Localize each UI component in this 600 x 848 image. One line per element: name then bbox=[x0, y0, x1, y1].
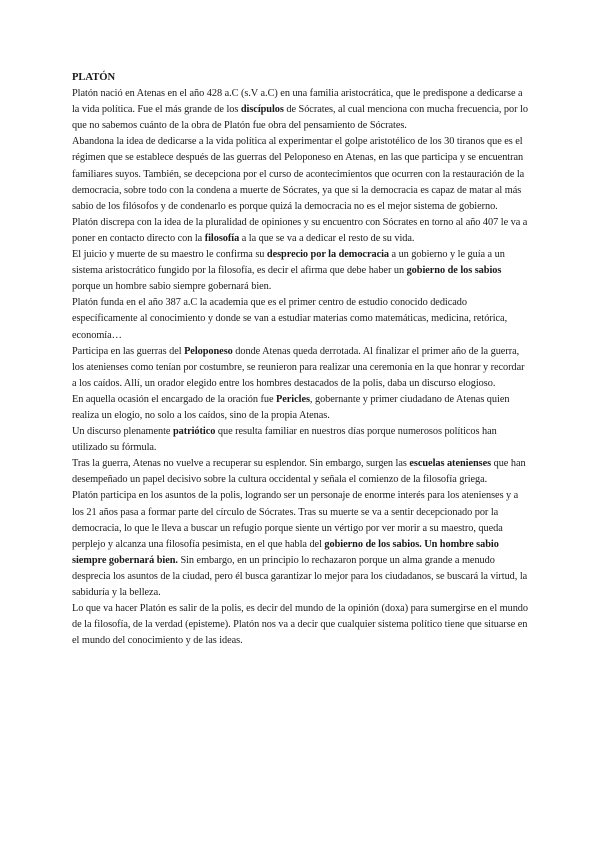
bold-text: gobierno de los sabios bbox=[406, 265, 502, 277]
text-segment: Platón nació en Atenas en el año 428 a.C (s.V a.C) en una familia aristocrática, que le predispone a dedicarse a la vida política. Fue el más grande de los bbox=[72, 88, 523, 116]
text-segment: donde Atenas queda derrotada. Al finalizar el primer año de la guerra, los atenienses como tenían por costumbre, se reunieron para realizar una ceremonia en la que honrar y recordar a los caídos. Allí, un orador elegido entre los hombres destacados de la polis, daba un discurso elogioso. bbox=[72, 345, 525, 389]
bold-text: gobierno de los sabios. Un hombre sabio siempre gobernará bien. bbox=[72, 538, 499, 566]
text-segment: que resulta familiar en nuestros días porque numerosos políticos han utilizado su fórmula. bbox=[72, 426, 497, 454]
paragraph bbox=[72, 488, 530, 601]
paragraph-list bbox=[72, 86, 530, 649]
bold-text: desprecio por la democracia bbox=[266, 249, 390, 261]
paragraph bbox=[72, 456, 530, 488]
paragraph bbox=[72, 344, 530, 392]
bold-text: filosofía bbox=[204, 232, 240, 244]
text-segment: Platón funda en el año 387 a.C la academia que es el primer centro de estudio conocido dedicado específicamente al conocimiento y donde se van a estudiar materias como matemáticas, medicina, retórica, economía… bbox=[72, 297, 508, 341]
text-segment: a un gobierno y le guía a un sistema aristocrático fungido por la filosofía, es decir el afirma que debe haber un bbox=[72, 249, 505, 277]
paragraph bbox=[72, 601, 530, 649]
text-segment: Platón discrepa con la idea de la pluralidad de opiniones y su encuentro con Sócrates en torno al año 407 le va a poner en contacto directo con la bbox=[72, 216, 528, 244]
text-segment: Platón participa en los asuntos de la polis, logrando ser un personaje de enorme interés para los atenienses y a los 21 años pasa a formar parte del círculo de Sócrates. Tras su muerte se va a sentir decepcionado por la democracia, lo que le lleva a buscar un refugio porque siente un vértigo por ver morir a su maestro, queda perplejo y alcanza una filosofía pesimista, en el que habla del bbox=[72, 490, 519, 550]
text-segment: Abandona la idea de dedicarse a la vida política al experimentar el golpe aristotélico de los 30 tiranos que es el régimen que se establece después de las guerras del Peloponeso en Atenas, en las que participa y se encuentran familiares suyos. También, se decepciona por el curso de acontecimientos que ocurren con la restauración de la democracia, sobre todo con la condena a muerte de Sócrates, ya que si la democracia es capaz de matar al más sabio de los filósofos y de condenarlo es porque quizá la democracia no es el mejor sistema de gobierno. bbox=[72, 136, 525, 212]
paragraph bbox=[72, 86, 530, 134]
document-body bbox=[72, 70, 530, 649]
bold-text: Pericles bbox=[276, 393, 310, 405]
text-segment: a la que se va a dedicar el resto de su vida. bbox=[239, 232, 415, 244]
text-segment: Participa en las guerras del bbox=[72, 345, 185, 357]
text-segment: Tras la guerra, Atenas no vuelve a recuperar su esplendor. Sin embargo, surgen las bbox=[72, 458, 410, 470]
paragraph bbox=[72, 295, 530, 343]
text-segment: Sin embargo, en un principio lo rechazaron porque un alma grande a menudo desprecia los asuntos de la ciudad, pero él busca garantizar lo mejor para los ciudadanos, se buscará la virtud, la sabiduría y la belleza. bbox=[72, 554, 528, 598]
paragraph bbox=[72, 134, 530, 214]
paragraph bbox=[72, 392, 530, 424]
paragraph bbox=[72, 424, 530, 456]
paragraph bbox=[72, 215, 530, 247]
text-segment: de Sócrates, al cual menciona con mucha frecuencia, por lo que no sabemos cuánto de la obra de Platón fue obra del pensamiento de Sócrates. bbox=[72, 104, 528, 132]
text-segment: El juicio y muerte de su maestro le confirma su bbox=[72, 249, 267, 261]
text-segment: Lo que va hacer Platón es salir de la polis, es decir del mundo de la opinión (doxa) para sumergirse en el mundo de la filosofía, de la verdad (episteme). Platón nos va a decir que cualquier sistema político tiene que situarse en el mundo del conocimiento y de las ideas. bbox=[72, 603, 529, 647]
text-segment: que han desempeñado un papel decisivo sobre la cultura occidental y señala el comienzo de la filosofía griega. bbox=[72, 458, 526, 486]
bold-text: Peloponeso bbox=[184, 345, 233, 357]
text-segment: En aquella ocasión el encargado de la oración fue bbox=[72, 393, 277, 405]
text-segment: , gobernante y primer ciudadano de Atenas quien realiza un elogio, no solo a los caídos, sino de la propia Atenas. bbox=[72, 393, 510, 421]
text-segment: porque un hombre sabio siempre gobernará bien. bbox=[72, 281, 272, 293]
bold-text: discípulos bbox=[240, 104, 284, 116]
document-title: PLATÓN bbox=[72, 72, 116, 83]
bold-text: patriótico bbox=[172, 426, 216, 438]
bold-text: escuelas atenienses bbox=[409, 458, 492, 470]
text-segment: Un discurso plenamente bbox=[72, 426, 173, 438]
paragraph bbox=[72, 247, 530, 295]
